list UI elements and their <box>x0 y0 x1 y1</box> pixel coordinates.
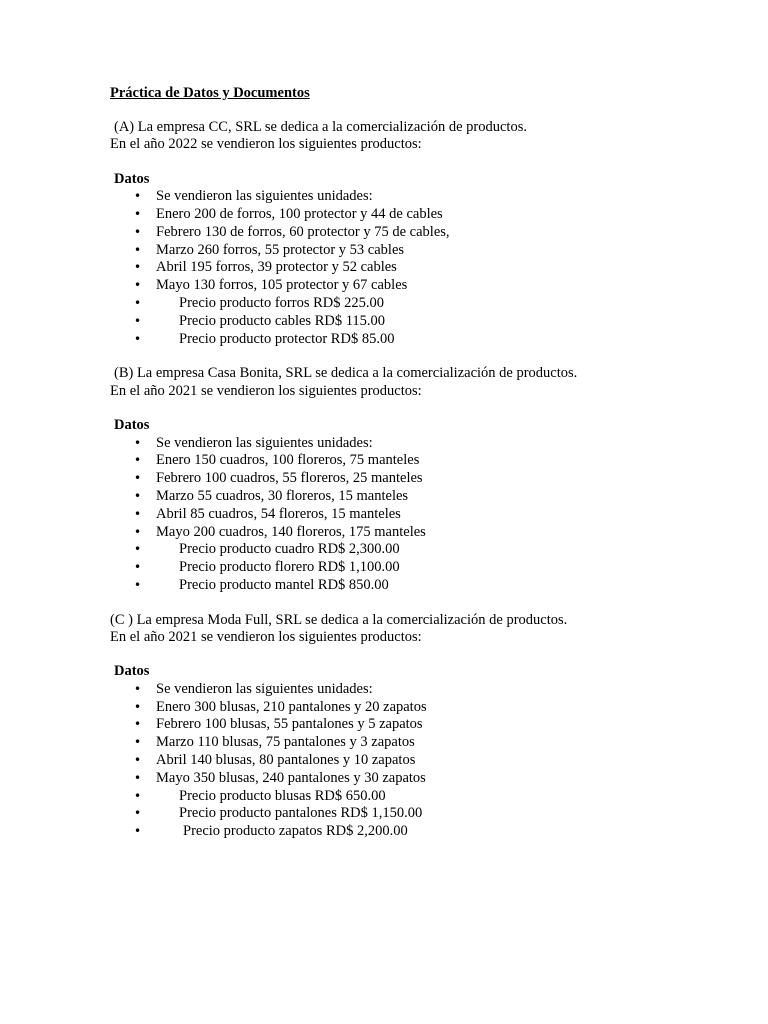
list-item-text: Se vendieron las siguientes unidades: <box>156 434 373 451</box>
document-page <box>110 84 730 841</box>
bullet-icon: • <box>134 824 142 839</box>
section-a-intro: (A) La empresa CC, SRL se dedica a la comercialización de productos. <box>114 119 527 135</box>
list-item-text: Abril 85 cuadros, 54 floreros, 15 manteles <box>156 505 401 522</box>
price-item <box>110 805 730 823</box>
list-item-text: Enero 300 blusas, 210 pantalones y 20 zapatos <box>156 698 427 715</box>
list-item <box>110 488 730 506</box>
price-text: Precio producto protector RD$ 85.00 <box>179 330 395 347</box>
list-item <box>110 524 730 542</box>
bullet-icon: • <box>134 806 142 821</box>
bullet-icon: • <box>134 206 142 221</box>
section-a-datos-label: Datos <box>114 170 150 187</box>
list-item <box>110 470 730 488</box>
section-b-list <box>110 435 730 595</box>
bullet-icon: • <box>134 331 142 346</box>
list-item <box>110 752 730 770</box>
list-item <box>110 277 730 295</box>
list-item-text: Febrero 100 blusas, 55 pantalones y 5 zapatos <box>156 716 423 733</box>
list-item <box>110 681 730 699</box>
bullet-icon: • <box>134 278 142 293</box>
price-item <box>110 295 730 313</box>
bullet-icon: • <box>134 735 142 750</box>
section-a-list <box>110 188 730 348</box>
price-item <box>110 559 730 577</box>
price-text: Precio producto cuadro RD$ 2,300.00 <box>179 541 400 558</box>
bullet-icon: • <box>134 295 142 310</box>
bullet-icon: • <box>134 770 142 785</box>
list-item-text: Marzo 55 cuadros, 30 floreros, 15 manteles <box>156 487 409 504</box>
bullet-icon: • <box>134 488 142 503</box>
list-item-text: Abril 140 blusas, 80 pantalones y 10 zapatos <box>156 752 416 769</box>
list-item-text: Abril 195 forros, 39 protector y 52 cables <box>156 259 397 276</box>
bullet-icon: • <box>134 717 142 732</box>
bullet-icon: • <box>134 506 142 521</box>
bullet-icon: • <box>134 471 142 486</box>
list-item <box>110 188 730 206</box>
price-text: Precio producto pantalones RD$ 1,150.00 <box>179 805 423 822</box>
price-item <box>110 823 730 841</box>
list-item-text: Mayo 200 cuadros, 140 floreros, 175 manteles <box>156 523 426 540</box>
price-text: Precio producto blusas RD$ 650.00 <box>179 787 386 804</box>
list-item-text: Mayo 130 forros, 105 protector y 67 cables <box>156 277 408 294</box>
bullet-icon: • <box>134 524 142 539</box>
list-item-text: Febrero 100 cuadros, 55 floreros, 25 manteles <box>156 470 423 487</box>
section-b-year-line: En el año 2021 se vendieron los siguientes productos: <box>110 382 422 399</box>
document-title: Práctica de Datos y Documentos <box>110 85 310 101</box>
list-item <box>110 206 730 224</box>
bullet-icon: • <box>134 699 142 714</box>
spacer <box>110 154 730 171</box>
price-item <box>110 788 730 806</box>
bullet-icon: • <box>134 753 142 768</box>
list-item-text: Marzo 110 blusas, 75 pantalones y 3 zapatos <box>156 734 415 751</box>
list-item-text: Marzo 260 forros, 55 protector y 53 cables <box>156 241 405 258</box>
price-text: Precio producto zapatos RD$ 2,200.00 <box>183 823 408 840</box>
list-item-text: Se vendieron las siguientes unidades: <box>156 680 373 697</box>
list-item-text: Febrero 130 de forros, 60 protector y 75 de cables, <box>156 223 450 240</box>
section-b-intro: (B) La empresa Casa Bonita, SRL se dedica a la comercialización de productos. <box>114 365 578 382</box>
list-item <box>110 224 730 242</box>
bullet-icon: • <box>134 313 142 328</box>
price-text: Precio producto forros RD$ 225.00 <box>179 294 384 311</box>
bullet-icon: • <box>134 224 142 239</box>
price-item <box>110 577 730 595</box>
list-item-text: Enero 150 cuadros, 100 floreros, 75 manteles <box>156 452 420 469</box>
list-item <box>110 699 730 717</box>
spacer <box>110 400 730 417</box>
section-c-list <box>110 681 730 841</box>
list-item <box>110 435 730 453</box>
section-c <box>110 612 730 841</box>
section-c-datos-label: Datos <box>114 663 150 680</box>
section-b <box>110 365 730 594</box>
list-item <box>110 452 730 470</box>
bullet-icon: • <box>134 242 142 257</box>
list-item <box>110 259 730 277</box>
section-c-intro: (C ) La empresa Moda Full, SRL se dedica a la comercialización de productos. <box>110 611 568 628</box>
section-b-datos-label: Datos <box>114 417 150 434</box>
bullet-icon: • <box>134 435 142 450</box>
bullet-icon: • <box>134 189 142 204</box>
list-item <box>110 716 730 734</box>
list-item <box>110 242 730 260</box>
bullet-icon: • <box>134 681 142 696</box>
section-c-year-line: En el año 2021 se vendieron los siguientes productos: <box>110 629 422 646</box>
bullet-icon: • <box>134 560 142 575</box>
spacer <box>110 348 730 365</box>
price-item <box>110 541 730 559</box>
section-a-year-line: En el año 2022 se vendieron los siguientes productos: <box>110 136 422 153</box>
bullet-icon: • <box>134 577 142 592</box>
list-item-text: Enero 200 de forros, 100 protector y 44 de cables <box>156 205 443 222</box>
price-item <box>110 313 730 331</box>
list-item <box>110 734 730 752</box>
spacer <box>110 646 730 663</box>
bullet-icon: • <box>134 542 142 557</box>
spacer <box>110 595 730 612</box>
list-item-text: Se vendieron las siguientes unidades: <box>156 188 373 205</box>
bullet-icon: • <box>134 260 142 275</box>
list-item <box>110 506 730 524</box>
price-text: Precio producto mantel RD$ 850.00 <box>179 576 389 593</box>
price-item <box>110 331 730 349</box>
price-text: Precio producto florero RD$ 1,100.00 <box>179 559 400 576</box>
section-a <box>110 119 730 348</box>
bullet-icon: • <box>134 788 142 803</box>
list-item-text: Mayo 350 blusas, 240 pantalones y 30 zapatos <box>156 769 426 786</box>
list-item <box>110 770 730 788</box>
spacer <box>110 102 730 119</box>
bullet-icon: • <box>134 453 142 468</box>
price-text: Precio producto cables RD$ 115.00 <box>179 312 386 329</box>
